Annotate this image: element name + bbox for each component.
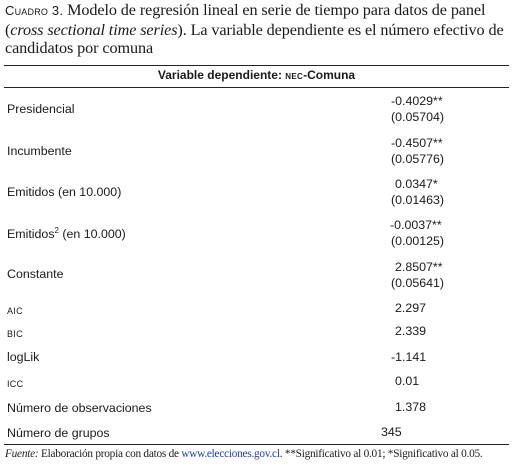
row-label: icc (7, 375, 24, 390)
caption-text-2: ). La variable dependiente es el número efectivo de candidatos por comuna (5, 20, 504, 58)
row-standard-error: (0.00125) (391, 234, 445, 248)
header-suffix: -Comuna (303, 68, 356, 82)
caption-text-1: Modelo de regresión lineal en serie de tiempo para datos de panel ( (5, 1, 486, 39)
table-row-incumbente (7, 136, 507, 176)
row-standard-error: (0.01463) (391, 193, 445, 207)
table-header-rule (4, 87, 509, 88)
source-label: Fuente: (5, 448, 39, 460)
row-label: Emitidos (en 10.000) (7, 185, 122, 199)
row-label: Número de observaciones (7, 401, 152, 415)
row-value: 345 (381, 425, 402, 439)
row-label: Número de grupos (7, 426, 110, 440)
table-top-rule (4, 65, 509, 66)
source-text: Elaboración propia con datos de (38, 448, 182, 460)
significance-note: . **Significativo al 0.01; *Significativo al 0.05. (279, 448, 483, 460)
caption-label: Cuadro 3. (5, 3, 64, 18)
row-label: Constante (7, 267, 64, 281)
row-standard-error: (0.05641) (391, 276, 445, 290)
row-coefficient: 2.8507** (395, 260, 443, 274)
table-row-constante (7, 260, 507, 300)
row-label: logLik (7, 350, 40, 364)
row-label: aic (7, 302, 23, 317)
row-value: 2.297 (395, 301, 427, 315)
row-value: -1.141 (391, 350, 427, 364)
table-footnote (5, 448, 515, 460)
row-label (7, 226, 126, 241)
table-header (4, 68, 509, 82)
row-label: bic (7, 325, 23, 340)
row-coefficient: 0.0347* (395, 177, 438, 191)
row-coefficient: -0.4029** (391, 94, 443, 108)
header-prefix: Variable dependiente: (157, 68, 286, 82)
table-row-emitidos (7, 177, 507, 217)
row-standard-error: (0.05704) (391, 110, 445, 124)
row-coefficient: -0.0037** (390, 218, 442, 232)
row-value: 0.01 (395, 374, 420, 388)
caption-text-italic: cross sectional time series (10, 20, 178, 39)
row-label-superscript: 2 (54, 226, 59, 235)
row-standard-error: (0.05776) (391, 152, 445, 166)
row-label-suffix: (en 10.000) (58, 227, 126, 242)
source-link[interactable]: www.elecciones.gov.cl (181, 448, 280, 460)
row-label-main: Emitidos (7, 227, 55, 242)
table-row-presidencial (7, 94, 507, 134)
table-row-emitidos-squared (7, 218, 507, 258)
table-caption (5, 1, 510, 58)
row-value: 2.339 (395, 324, 427, 338)
header-abbrev: nec (285, 68, 304, 82)
row-label: Presidencial (7, 102, 75, 116)
row-value: 1.378 (395, 400, 427, 414)
row-label: Incumbente (7, 144, 72, 158)
row-coefficient: -0.4507** (391, 136, 443, 150)
table-bottom-rule (4, 444, 509, 445)
